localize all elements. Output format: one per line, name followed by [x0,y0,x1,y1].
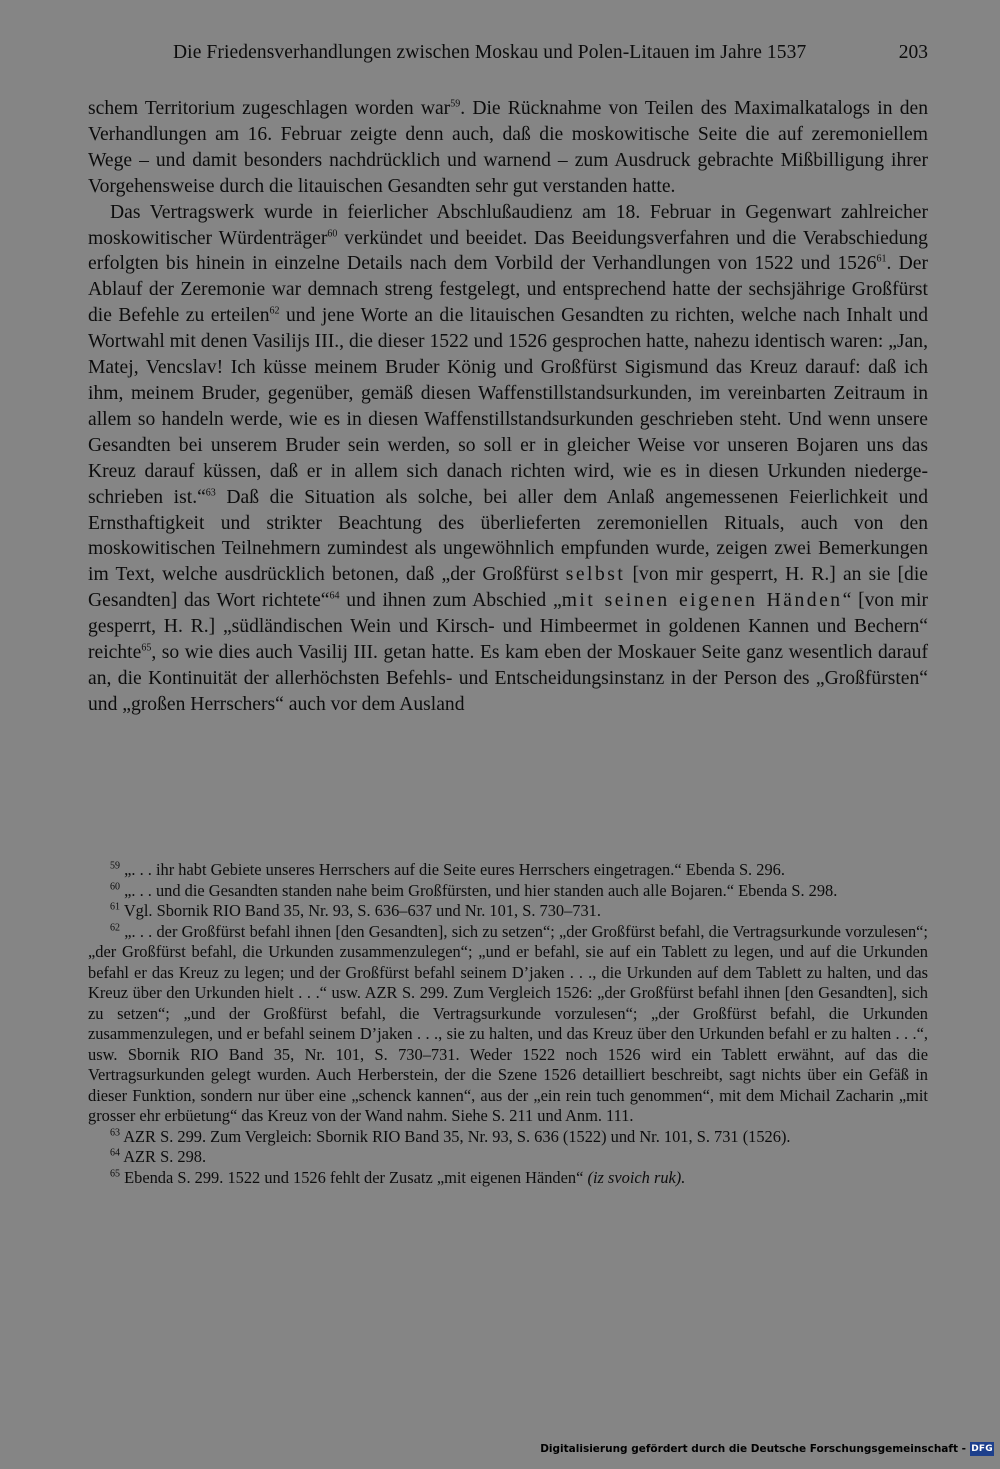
running-head [88,40,928,66]
footnote-number: 61 [110,901,120,913]
footnote-number: 65 [110,1168,120,1180]
footnote-number: 59 [110,860,120,872]
footnote-text: AZR S. 298. [123,1147,207,1166]
text-run: und ihnen zum Abschied „ [339,590,562,612]
footnote-ref-61[interactable]: 61 [876,253,887,265]
footnote-ref-64[interactable]: 64 [329,590,340,602]
text-run: und jene Worte an die litauischen Gesandten zu richten, welche nach Inhalt und Wortwahl mit denen Vasilijs III., die dieser 1522 und 1526 gesprochen hatte, nahezu identisch waren: „Jan, Matej, Vencslav! Ich küsse meinem Bruder König und Großfürst Sigismund das Kreuz darauf: daß ich ihm, meinem Bruder, gegenüber, gemäß diesen Waffenstillstandsurkunden, im vereinbarten Zeitraum in allem so handeln werde, wie es in diesen Waffenstillstandsurkunden geschrieben steht. Und wenn unsere Gesandten bei unserem Bruder sein werden, so soll er in gleicher Weise vor unseren Bojaren uns das Kreuz darauf küssen, daß er in allem sich danach richten wird, wie es in diesen Urkunden niedergeschrieben ist.“ [88,305,928,508]
paragraph-1 [88,96,928,200]
text-run: [von mir gesperrt, H. R.] an sie [die Gesandten] das Wort richtete“ [88,564,928,612]
text-run: , so wie dies auch Vasilij III. getan hatte. Es kam eben der Moskauer Seite ganz wesentlich darauf an, die Kontinuität der allerhöchsten Befehls- und Entscheidungsinstanz in der Person des „Großfürsten“ und „großen Herrschers“ auch vor dem Ausland [88,642,928,715]
footnote-ref-59[interactable]: 59 [450,98,461,110]
footnote-number: 62 [110,922,120,934]
dfg-logo-icon[interactable]: DFG [971,1444,993,1454]
footnote-number: 60 [110,881,120,893]
footnote-number: 63 [110,1127,120,1139]
text-run: Das Vertragswerk wurde in feierlicher Abschlußaudienz am 18. Februar in Gegenwart zahlreicher moskowitischer Würdenträger [88,201,928,249]
footnote-64 [88,1147,928,1168]
footnote-63 [88,1127,928,1148]
body-text [88,96,928,718]
footnote-text: „. . . und die Gesandten standen nahe beim Großfürsten, und hier standen auch alle Bojaren.“ Ebenda S. 298. [124,880,838,900]
footnote-text: Ebenda S. 299. 1522 und 1526 fehlt der Zusatz „mit eigenen Händen“ [124,1167,588,1187]
footnote-ref-65[interactable]: 65 [141,642,152,654]
footnote-60 [88,881,928,902]
digitization-credit [540,1441,994,1457]
footnote-ref-62[interactable]: 62 [269,305,280,317]
credit-text: Digitalisierung gefördert durch die Deutsche Forschungsgemeinschaft - [540,1443,966,1455]
footnotes [88,860,928,1188]
footnote-text: „. . . der Großfürst befahl ihnen [den Gesandten], sich zu setzen“; „der Großfürst befahl, die Vertragsurkunde vorzulesen“; „der Großfürst befahl, die Urkunden zusammenzulegen“; „und er befahl, sie auf ein Tablett zu legen, und auf die Urkunden befahl er das Kreuz zu legen; und der Großfürst befahl seinem D’jaken . . ., die Urkunden auf dem Tablett zu halten, und das Kreuz über den Urkunden hielt . . .“ usw. AZR S. 299. Zum Vergleich 1526: „der Großfürst befahl ihnen [den Gesandten], sich zu setzen“; „und der Großfürst befahl, die Vertragsurkunde vorzulesen“; „der Großfürst befahl, die Urkunden zusammenzulegen, und er befahl seinem D’jaken . . ., sie zu halten, und das Kreuz über den Urkunden befahl er zu halten . . .“, usw. Sbornik RIO Band 35, Nr. 101, S. 730–731. Weder 1522 noch 1526 wird ein Tablett erwähnt, auf das die Vertragsurkunden gelegt wurden. Auch Herberstein, der die Szene 1526 detailliert beschreibt, sagt nichts über ein Gefäß in dieser Funktion, sondern nur über eine „schenck kannen“, aus der „ein rein tuch genommen“, mit dem Michail Zacharin „mit grosser ehr erbüetung“ das Kreuz von der Wand nahm. Siehe S. 211 und Anm. 111. [88,921,928,1125]
footnote-65 [88,1168,928,1189]
footnote-ref-63[interactable]: 63 [205,487,216,499]
footnote-62 [88,922,928,1127]
text-run: verkündet und beeidet. Das Beeidungsverfahren und die Verabschiedung erfolgten bis hinein in einzelne Details nach dem Vorbild der Verhandlungen von 1522 und 1526 [88,227,928,275]
spaced-emphasis: selbst [565,564,626,586]
footnote-61 [88,901,928,922]
footnote-italic: (iz svoich ruk). [587,1167,686,1187]
page-number: 203 [898,42,928,63]
paragraph-2 [88,200,928,718]
text-run: “ [von mir gesperrt, H. R.] „südländischen Wein und Kirsch- und Himbeermet in goldenen Kannen und Bechern“ reichte [88,590,928,664]
running-head-title: Die Friedensverhandlungen zwischen Moskau und Polen-Litauen im Jahre 1537 [173,42,807,63]
spaced-emphasis: mit seinen eigenen Händen [561,590,843,612]
text-run: Daß die Situation als solche, bei aller dem Anlaß angemessenen Feierlichkeit und Ernsthaftigkeit und strikter Beachtung des überlieferten zeremoniellen Rituals, auch von den moskowitischen Teilnehmern zumindest als ungewöhnlich empfunden wurde, zeigen zwei Bemerkungen im Text, welche ausdrücklich betonen, daß „der Großfürst [88,486,928,586]
footnote-number: 64 [110,1147,120,1159]
footnote-text: „. . . ihr habt Gebiete unseres Herrschers auf die Seite eures Herrschers eingetragen.“ Ebenda S. 296. [124,860,785,879]
footnote-ref-60[interactable]: 60 [327,228,338,239]
footnote-59 [88,860,928,881]
text-run: . Die Rücknahme von Teilen des Maximalkatalogs in den Verhandlungen am 16. Februar zeigte denn auch, daß die moskowitische Seite die auf zeremoniellem Wege – und damit besonders nachdrücklich und warnend – zum Ausdruck gebrachte Mißbilligung ihrer Vorgehensweise durch die litauischen Gesandten sehr gut verstanden hatte. [88,98,928,197]
footnote-text: Vgl. Sbornik RIO Band 35, Nr. 93, S. 636–637 und Nr. 101, S. 730–731. [123,901,601,920]
footnote-text: AZR S. 299. Zum Vergleich: Sbornik RIO Band 35, Nr. 93, S. 636 (1522) und Nr. 101, S. 731 (1526). [123,1126,791,1146]
text-run: . Der Ablauf der Zeremonie war demnach streng festgelegt, und entsprechend hatte der sechsjährige Großfürst die Befehle zu erteilen [88,253,928,327]
text-run: schem Territorium zugeschlagen worden war [88,98,451,119]
